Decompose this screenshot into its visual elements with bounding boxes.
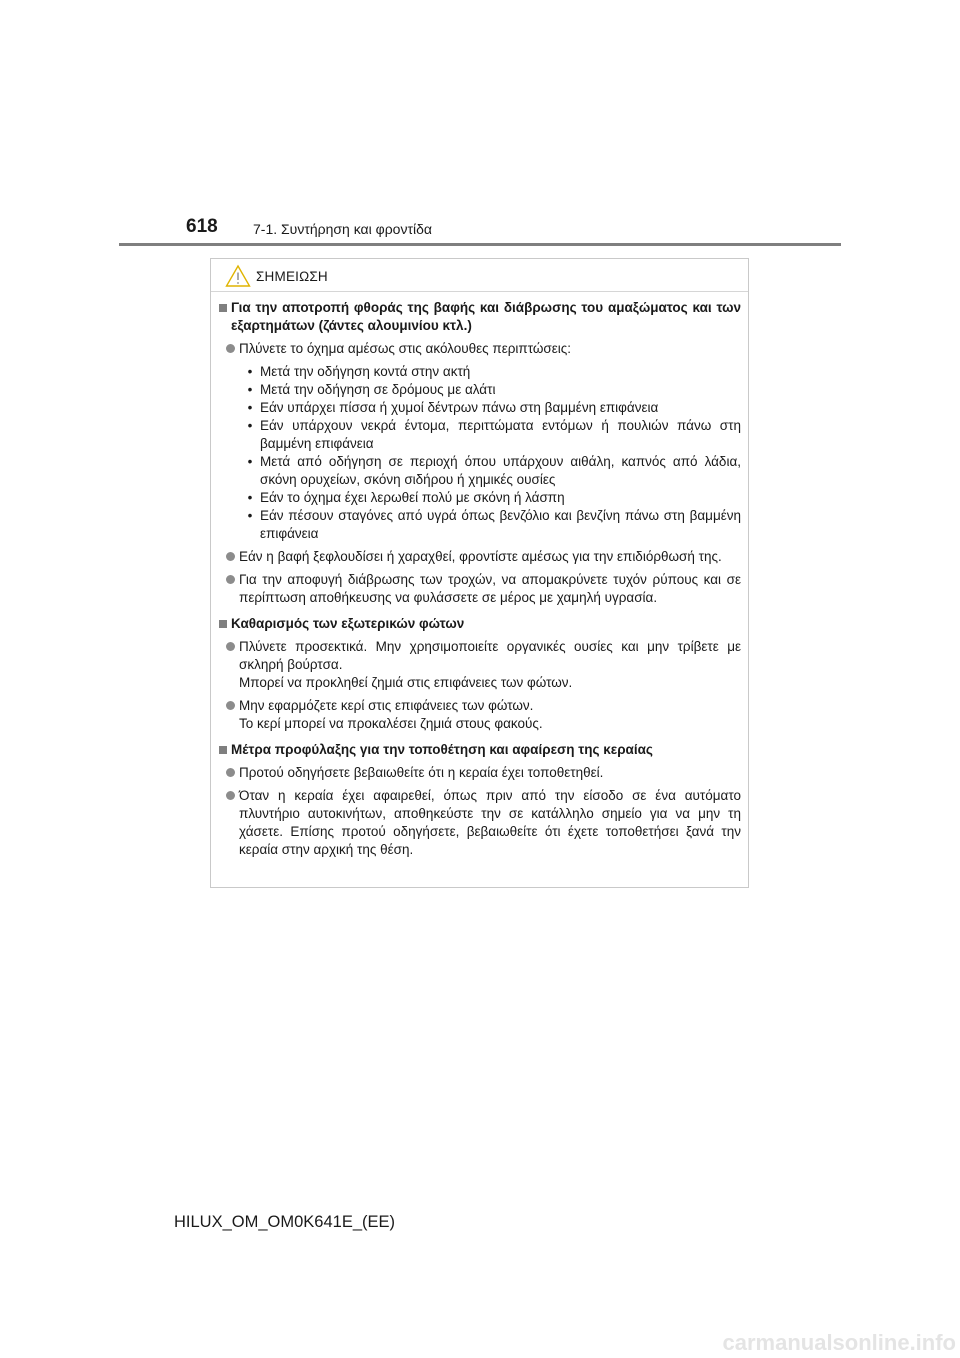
circle-bullet-icon	[226, 768, 235, 777]
circle-bullet-icon	[226, 791, 235, 800]
section-heading-exterior-lights: Καθαρισμός των εξωτερικών φώτων	[218, 615, 741, 633]
circle-bullet-icon	[226, 575, 235, 584]
section-heading-antenna: Μέτρα προφύλαξης για την τοποθέτηση και αφαίρεση της κεραίας	[218, 741, 741, 759]
dot-bullet-icon: •	[247, 364, 253, 379]
square-bullet-icon	[219, 304, 227, 312]
list-item: Για την αποφυγή διάβρωσης των τροχών, να απομακρύνετε τυχόν ρύπους και σε περίπτωση αποθήκευσης να φυλάσσετε σε μέρος με χαμηλή υγρασία.	[218, 571, 741, 607]
list-item: Όταν η κεραία έχει αφαιρεθεί, όπως πριν από την είσοδο σε ένα αυτόματο πλυντήριο αυτοκινήτων, αποθηκεύστε την σε κατάλληλο σημείο για να μην τη χάσετε. Επίσης προτού οδηγήσετε, βεβαιωθείτε ότι έχετε τοποθετήσει ξανά την κεραία στην αρχική της θέση.	[218, 787, 741, 859]
header-rule	[119, 243, 841, 246]
sub-list-item: • Εάν υπάρχουν νεκρά έντομα, περιττώματα εντόμων ή πουλιών πάνω στη βαμμένη επιφάνεια	[242, 417, 741, 453]
dot-bullet-icon: •	[247, 508, 253, 523]
dot-bullet-icon: •	[247, 454, 253, 469]
sub-list-item: • Μετά την οδήγηση κοντά στην ακτή	[242, 363, 741, 381]
list-item: Εάν η βαφή ξεφλουδίσει ή χαραχθεί, φροντίστε αμέσως για την επιδιόρθωσή της.	[218, 548, 741, 566]
list-item: Πλύνετε προσεκτικά. Μην χρησιμοποιείτε οργανικές ουσίες και μην τρίβετε με σκληρή βούρτσα. Μπορεί να προκληθεί ζημιά στις επιφάνειες των φώτων.	[218, 638, 741, 692]
sub-list	[218, 363, 741, 543]
section-title: 7-1. Συντήρηση και φροντίδα	[253, 221, 432, 237]
sub-list-item: • Εάν υπάρχει πίσσα ή χυμοί δέντρων πάνω στη βαμμένη επιφάνεια	[242, 399, 741, 417]
dot-bullet-icon: •	[247, 418, 253, 433]
sub-list-item: • Μετά από οδήγηση σε περιοχή όπου υπάρχουν αιθάλη, καπνός από λάδια, σκόνη ορυχείων, σκόνη σιδήρου ή χημικές ουσίες	[242, 453, 741, 489]
circle-bullet-icon	[226, 701, 235, 710]
dot-bullet-icon: •	[247, 490, 253, 505]
notice-content	[218, 299, 741, 859]
notice-title: ΣΗΜΕΙΩΣΗ	[256, 268, 328, 284]
square-bullet-icon	[219, 620, 227, 628]
sub-list-item: • Μετά την οδήγηση σε δρόμους με αλάτι	[242, 381, 741, 399]
dot-bullet-icon: •	[247, 400, 253, 415]
circle-bullet-icon	[226, 552, 235, 561]
section-heading-paint-protection: Για την αποτροπή φθοράς της βαφής και διάβρωσης του αμαξώματος και των εξαρτημάτων (ζάντες αλουμινίου κτλ.)	[218, 299, 741, 335]
page-number: 618	[186, 216, 218, 237]
list-item: Προτού οδηγήσετε βεβαιωθείτε ότι η κεραία έχει τοποθετηθεί.	[218, 764, 741, 782]
list-item: Πλύνετε το όχημα αμέσως στις ακόλουθες περιπτώσεις:	[218, 340, 741, 358]
sub-list-item: • Εάν πέσουν σταγόνες από υγρά όπως βενζόλιο και βενζίνη πάνω στη βαμμένη επιφάνεια	[242, 507, 741, 543]
circle-bullet-icon	[226, 642, 235, 651]
dot-bullet-icon: •	[247, 382, 253, 397]
circle-bullet-icon	[226, 344, 235, 353]
warning-triangle-icon	[225, 264, 251, 288]
square-bullet-icon	[219, 746, 227, 754]
notice-divider	[211, 291, 748, 292]
list-item: Μην εφαρμόζετε κερί στις επιφάνειες των φώτων. Το κερί μπορεί να προκαλέσει ζημιά στους φακούς.	[218, 697, 741, 733]
notice-header	[225, 261, 328, 291]
document-code: HILUX_OM_OM0K641E_(EE)	[174, 1213, 396, 1231]
notice-box	[210, 258, 749, 888]
watermark: carmanualsonline.info	[722, 1330, 956, 1355]
sub-list-item: • Εάν το όχημα έχει λερωθεί πολύ με σκόνη ή λάσπη	[242, 489, 741, 507]
